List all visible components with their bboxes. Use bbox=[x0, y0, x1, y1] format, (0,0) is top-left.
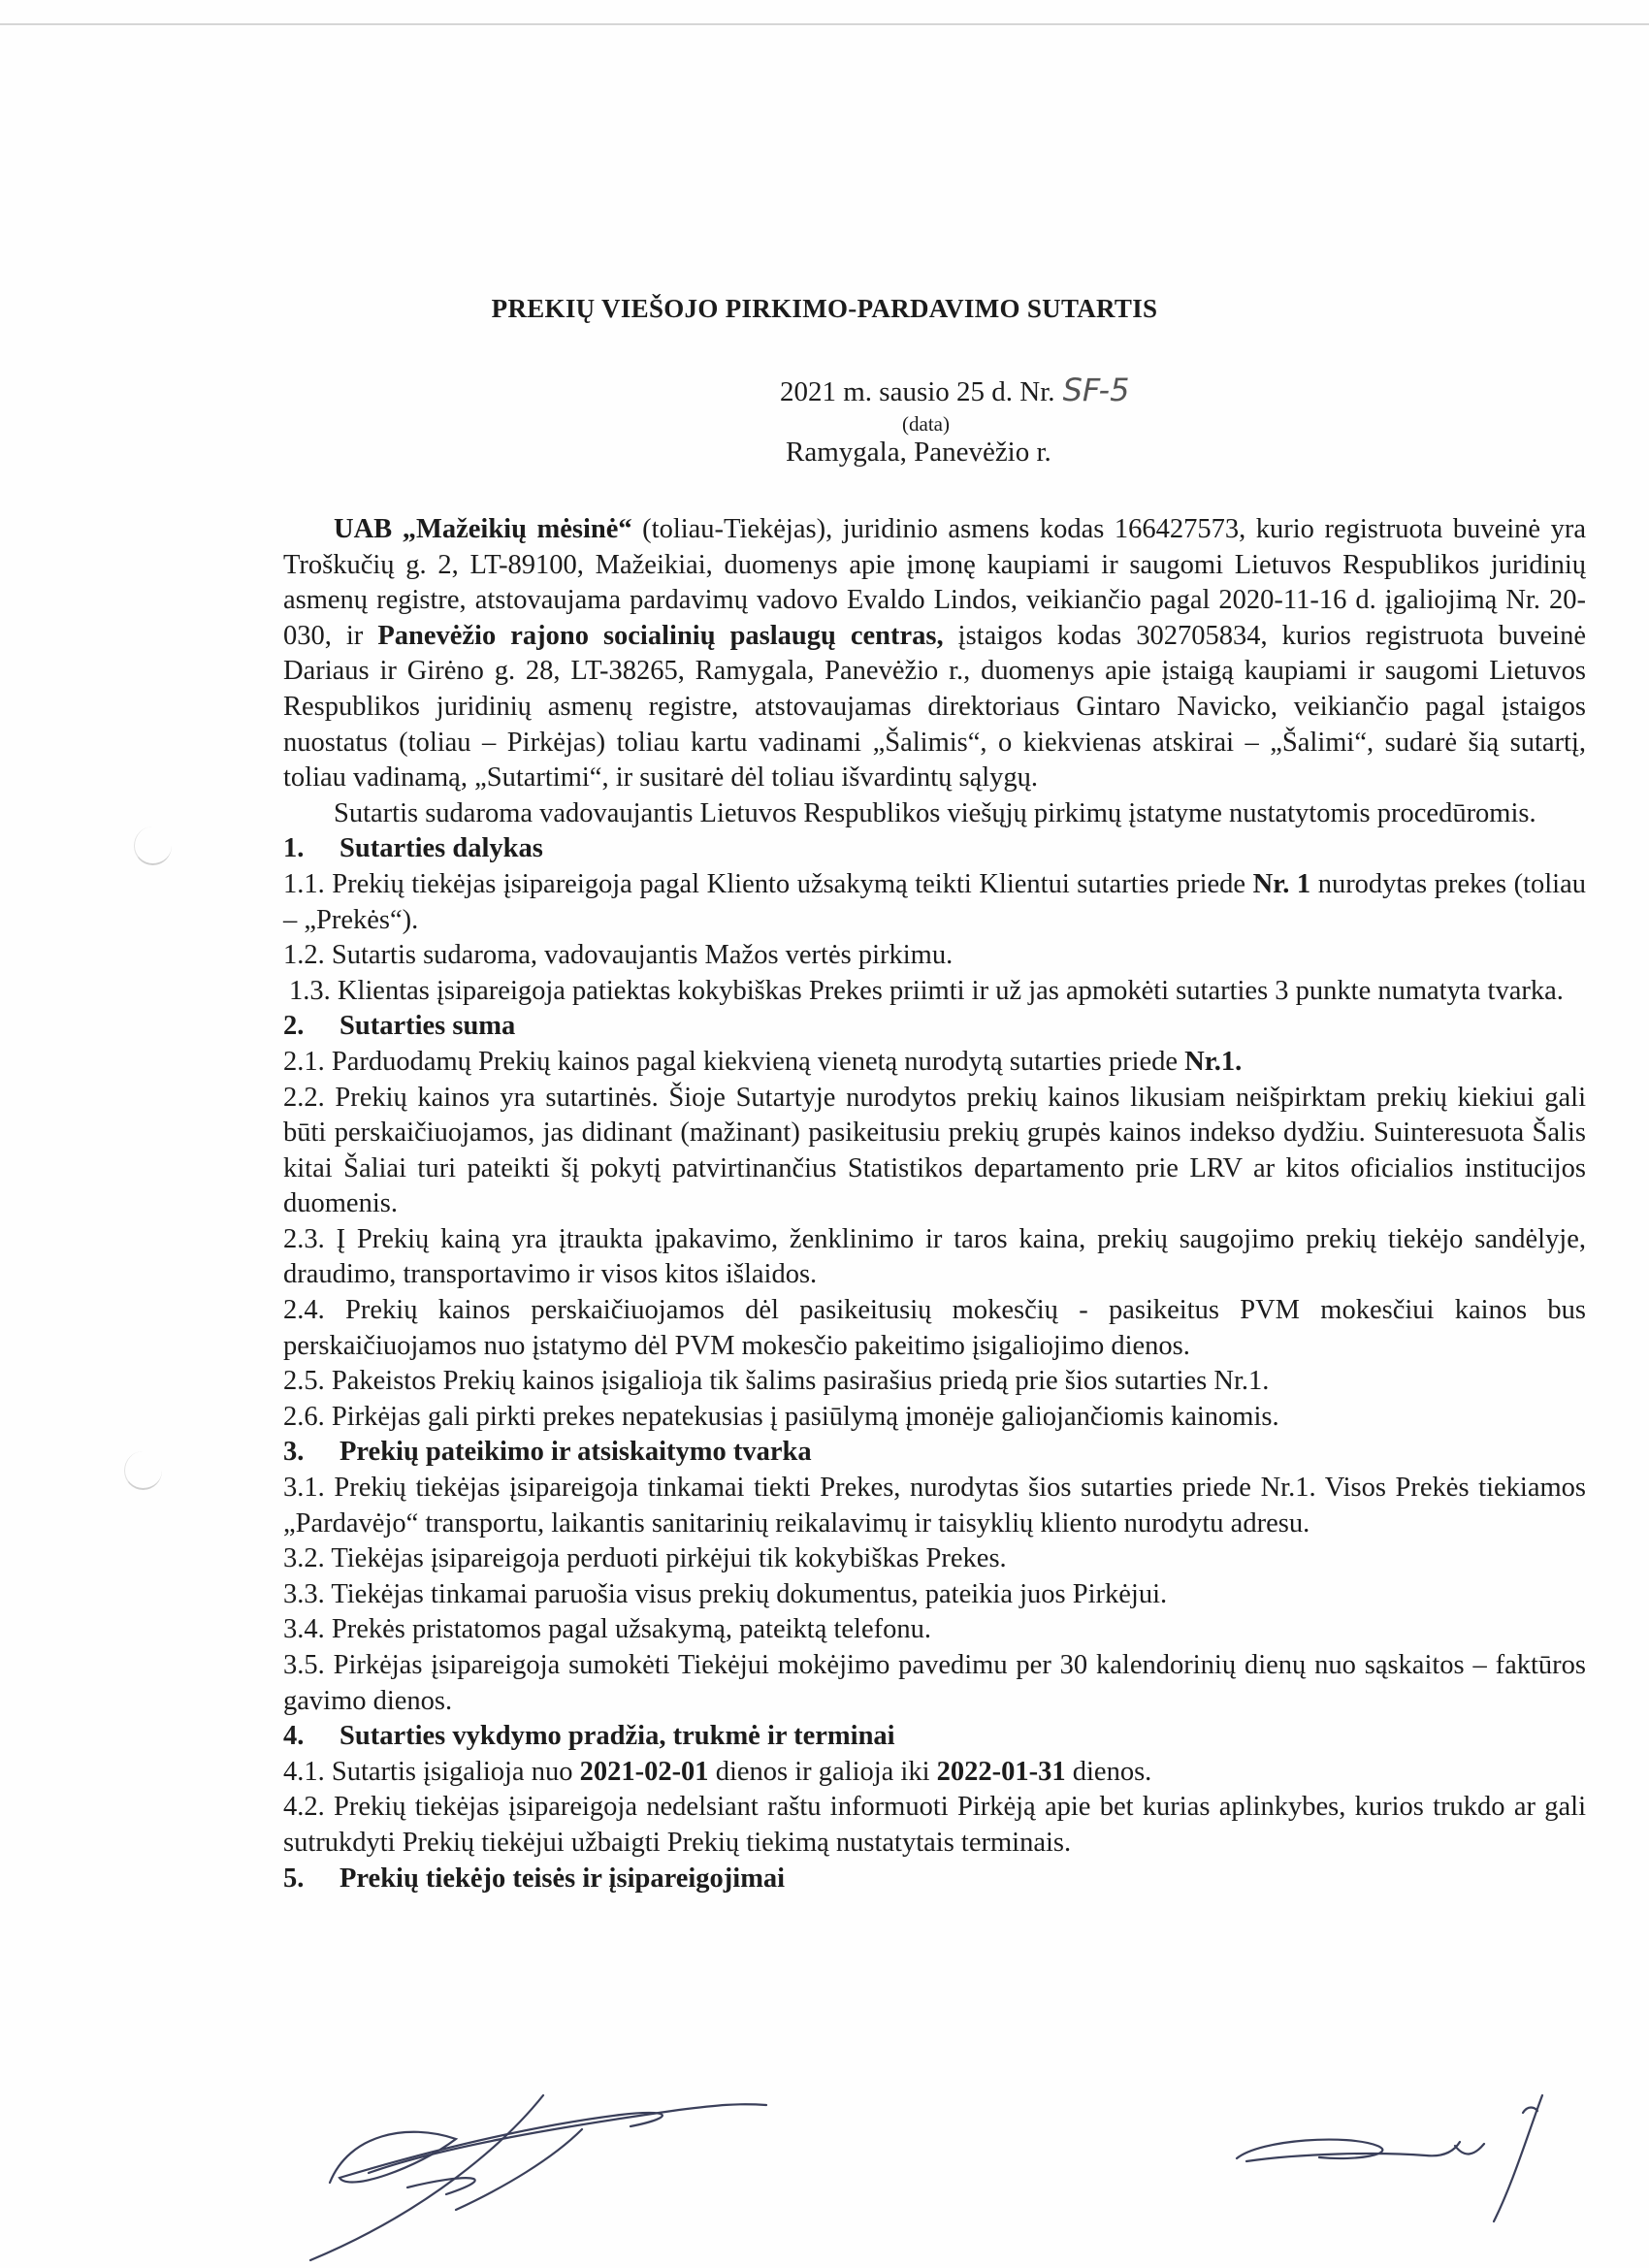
clause-1-1: 1.1. Prekių tiekėjas įsipareigoja pagal Kliento užsakymą teikti Klientui sutarties priede Nr. 1 nurodytas prekes (toliau – „Prekės“). bbox=[283, 868, 1586, 935]
section-2-heading: 2. Sutarties suma bbox=[283, 1011, 516, 1042]
page-title: PREKIŲ VIEŠOJO PIRKIMO-PARDAVIMO SUTARTIS bbox=[491, 294, 1158, 323]
clause-4-1: 4.1. Sutartis įsigalioja nuo 2021-02-01 dienos ir galioja iki 2022-01-31 dienos. bbox=[283, 1756, 1152, 1787]
clause-2-3: 2.3. Į Prekių kainą yra įtraukta įpakavimo, ženklinimo ir taros kaina, prekių saugojimo prekių tiekėjo sandėlyje, draudimo, transportavimo ir visos kitos išlaidos. bbox=[283, 1223, 1586, 1290]
clause-2-1: 2.1. Parduodamų Prekių kainos pagal kiekvieną vienetą nurodytą sutarties priede Nr.1. bbox=[283, 1046, 1243, 1077]
clause-3-3: 3.3. Tiekėjas tinkamai paruošia visus prekių dokumentus, pateikia juos Pirkėjui. bbox=[283, 1578, 1168, 1609]
clause-3-5: 3.5. Pirkėjas įsipareigoja sumokėti Tiekėjui mokėjimo pavedimu per 30 kalendorinių dienų nuo sąskaitos – faktūros gavimo dienos. bbox=[283, 1650, 1586, 1716]
clause-1-3: 1.3. Klientas įsipareigoja patiektas kokybiškas Prekes priimti ir už jas apmokėti sutarties 3 punkte numatyta tvarka. bbox=[289, 975, 1564, 1006]
clause-1-2: 1.2. Sutartis sudaroma, vadovaujantis Mažos vertės pirkimu. bbox=[283, 940, 954, 971]
scan-top-edge bbox=[0, 23, 1649, 25]
punch-hole-mark bbox=[124, 1451, 162, 1490]
clause-4-2: 4.2. Prekių tiekėjas įsipareigoja nedelsiant raštu informuoti Pirkėją apie bet kurias aplinkybes, kurios trukdo ar gali sutrukdyti Prekių tiekėjui užbaigti Prekių tiekimą nustatytais terminais. bbox=[283, 1792, 1586, 1858]
clause-2-4: 2.4. Prekių kainos perskaičiuojamos dėl pasikeitusių mokesčių - pasikeitus PVM mokesčiui kainos bus perskaičiuojamos nuo įstatymo dėl PVM mokesčio pakeitimo įsigaliojimo dienos. bbox=[283, 1295, 1586, 1361]
date-caption: (data) bbox=[902, 412, 950, 436]
punch-hole-mark bbox=[134, 826, 172, 865]
clause-2-5: 2.5. Pakeistos Prekių kainos įsigalioja tik šalims pasirašius priedą prie šios sutarties Nr.1. bbox=[283, 1366, 1270, 1397]
clause-2-6: 2.6. Pirkėjas gali pirkti prekes nepatekusias į pasiūlymą įmonėje galiojančiomis kainomis. bbox=[283, 1401, 1279, 1432]
buyer-name: Panevėžio rajono socialinių paslaugų centras, bbox=[377, 620, 944, 651]
contract-place: Ramygala, Panevėžio r. bbox=[786, 437, 1051, 468]
clause-3-2: 3.2. Tiekėjas įsipareigoja perduoti pirkėjui tik kokybiškas Prekes. bbox=[283, 1543, 1007, 1574]
section-5-heading: 5. Prekių tiekėjo teisės ir įsipareigojimai bbox=[283, 1863, 786, 1894]
intro-paragraph: UAB „Mažeikių mėsinė“ (toliau-Tiekėjas), juridinio asmens kodas 166427573, kurio registruota buveinė yra Troškučių g. 2, LT-89100, Mažeikiai, duomenys apie įmonę kaupiami ir saugomi Lietuvos Respublikos juridinių asmenų registre, atstovaujama pardavimų vadovo Evaldo Lindos, veikiančio pagal 2020-11-16 d. įgaliojimą Nr. 20-030, ir Panevėžio rajono socialinių paslaugų centras, įstaigos kodas 302705834, kurios registruota buveinė Dariaus ir Girėno g. 28, LT-38265, Ramygala, Panevėžio r., duomenys apie įstaigą kaupiami ir saugomi Lietuvos Respublikos juridinių asmenų registre, atstovaujamas direktoriaus Gintaro Navicko, veikiančio pagal įstaigos nuostatus (toliau – Pirkėjas) toliau kartu vadinami „Šalimis“, o kiekvienas atskirai – „Šalimi“, sudarė šią sutartį, toliau vadinamą, „Sutartimi“, ir susitarė dėl toliau išvardintų sąlygų. bbox=[283, 514, 1587, 794]
buyer-signature bbox=[1237, 2095, 1542, 2221]
section-1-heading: 1. Sutarties dalykas bbox=[283, 833, 543, 864]
section-4-heading: 4. Sutarties vykdymo pradžia, trukmė ir terminai bbox=[283, 1721, 895, 1752]
supplier-name: UAB „Mažeikių mėsinė“ bbox=[334, 514, 632, 544]
supplier-signature bbox=[310, 2095, 766, 2260]
procedures-paragraph: Sutartis sudaroma vadovaujantis Lietuvos Respublikos viešųjų pirkimų įstatyme nustatytomis procedūromis. bbox=[334, 797, 1536, 828]
section-3-heading: 3. Prekių pateikimo ir atsiskaitymo tvarka bbox=[283, 1437, 812, 1468]
clause-2-2: 2.2. Prekių kainos yra sutartinės. Šioje Sutartyje nurodytos prekių kainos likusiam neišpirktam prekių kiekiui gali būti perskaičiuojamos, jas didinant (mažinant) pasikeitusiu prekių grupės kainos indekso dydžiu. Suinteresuota Šalis kitai Šaliai turi pateikti šį pokytį patvirtinančius Statistikos departamento prie LRV ar kitos oficialios institucijos duomenis. bbox=[283, 1082, 1586, 1219]
contract-body bbox=[283, 512, 1586, 1896]
contract-date-line bbox=[780, 372, 1129, 408]
handwritten-contract-number: SF-5 bbox=[1062, 372, 1130, 408]
clause-3-1: 3.1. Prekių tiekėjas įsipareigoja tinkamai tiekti Prekes, nurodytas šios sutarties priede Nr.1. Visos Prekės tiekiamos „Pardavėjo“ transportu, laikantis sanitarinių reikalavimų ir taisyklių kliento nurodytu adresu. bbox=[283, 1473, 1586, 1539]
contract-date: 2021 m. sausio 25 d. Nr. bbox=[780, 376, 1055, 407]
clause-3-4: 3.4. Prekės pristatomos pagal užsakymą, pateiktą telefonu. bbox=[283, 1614, 931, 1645]
